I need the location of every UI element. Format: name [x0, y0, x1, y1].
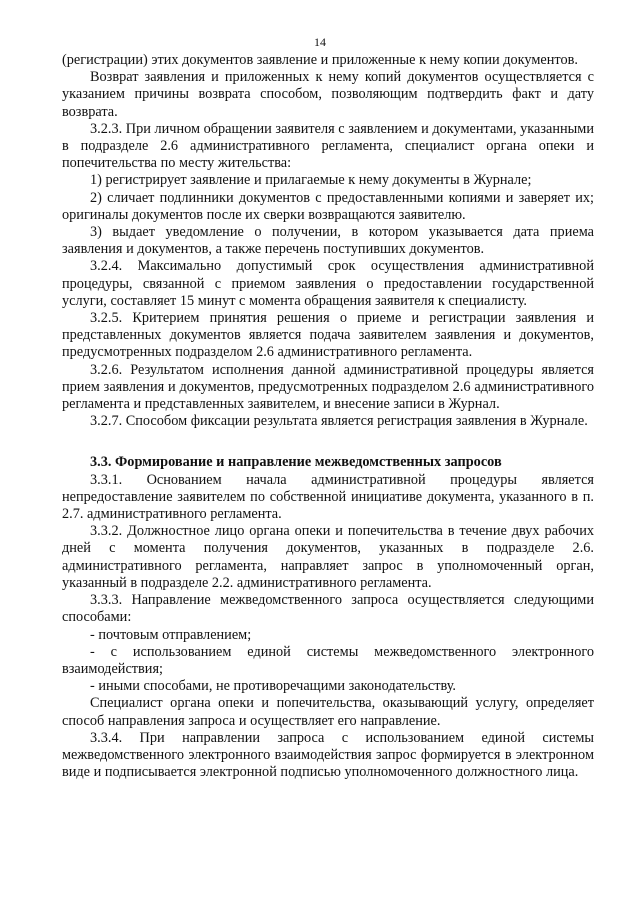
document-body [62, 52, 594, 781]
section-heading: 3.3. Формирование и направление межведомственных запросов [90, 454, 502, 471]
paragraph: 3.2.6. Результатом исполнения данной административной процедуры является прием заявления и документов, предусмотренных подразделом 2.6 административного регламента и представленных заявителем, и внесение записи в Журнал. [62, 361, 594, 413]
paragraph: 3.3.1. Основанием начала административной процедуры является непредоставление заявителем по собственной инициативе документа, указанного в п. 2.7. административного регламента. [62, 471, 594, 523]
paragraph: 3.2.5. Критерием принятия решения о приеме и регистрации заявления и представленных документов является подача заявителем заявления и документов, предусмотренных подразделом 2.6 административного регламента. [62, 310, 594, 361]
paragraph: Специалист органа опеки и попечительства, оказывающий услугу, определяет способ направления запроса и осуществляет его направление. [62, 695, 594, 729]
list-item: 2) сличает подлинники документов с предоставленными копиями и заверяет их; оригиналы документов после их сверки возвращаются заявителю. [62, 189, 594, 223]
paragraph: 3.2.3. При личном обращении заявителя с заявлением и документами, указанными в подразделе 2.6 административного регламента, специалист органа опеки и попечительства по месту жительства: [62, 120, 594, 172]
list-item: - иными способами, не противоречащими законодательству. [90, 678, 457, 695]
paragraph: Возврат заявления и приложенных к нему копий документов осуществляется с указанием причины возврата способом, позволяющим подтвердить факт и дату возврата. [62, 69, 594, 120]
list-item: - с использованием единой системы межведомственного электронного взаимодействия; [62, 643, 594, 677]
page-number: 14 [314, 35, 326, 49]
list-item: 3) выдает уведомление о получении, в котором указывается дата приема заявления и документов, а также перечень поступивших документов. [62, 224, 594, 258]
paragraph: 3.3.3. Направление межведомственного запроса осуществляется следующими способами: [62, 592, 594, 626]
paragraph: (регистрации) этих документов заявление и приложенные к нему копии документов. [62, 52, 578, 68]
paragraph: 3.2.4. Максимально допустимый срок осуществления административной процедуры, связанной с приемом заявления о предоставлении государственной услуги, составляет 15 минут с момента обращения заявителя к специалисту. [62, 258, 594, 309]
paragraph: 3.3.4. При направлении запроса с использованием единой системы межведомственного электронного взаимодействия запрос формируется в электронном виде и подписывается электронной подписью уполномоченного должностного лица. [62, 729, 594, 781]
list-item: 1) регистрирует заявление и прилагаемые к нему документы в Журнале; [90, 172, 532, 189]
paragraph: 3.2.7. Способом фиксации результата является регистрация заявления в Журнале. [90, 413, 588, 430]
list-item: - почтовым отправлением; [90, 626, 252, 643]
paragraph: 3.3.2. Должностное лицо органа опеки и попечительства в течение двух рабочих дней с момента получения документов, указанных в подразделе 2.6. административного регламента, направляет запрос в уполномоченный орган, указанный в подразделе 2.2. административного регламента. [62, 523, 594, 591]
